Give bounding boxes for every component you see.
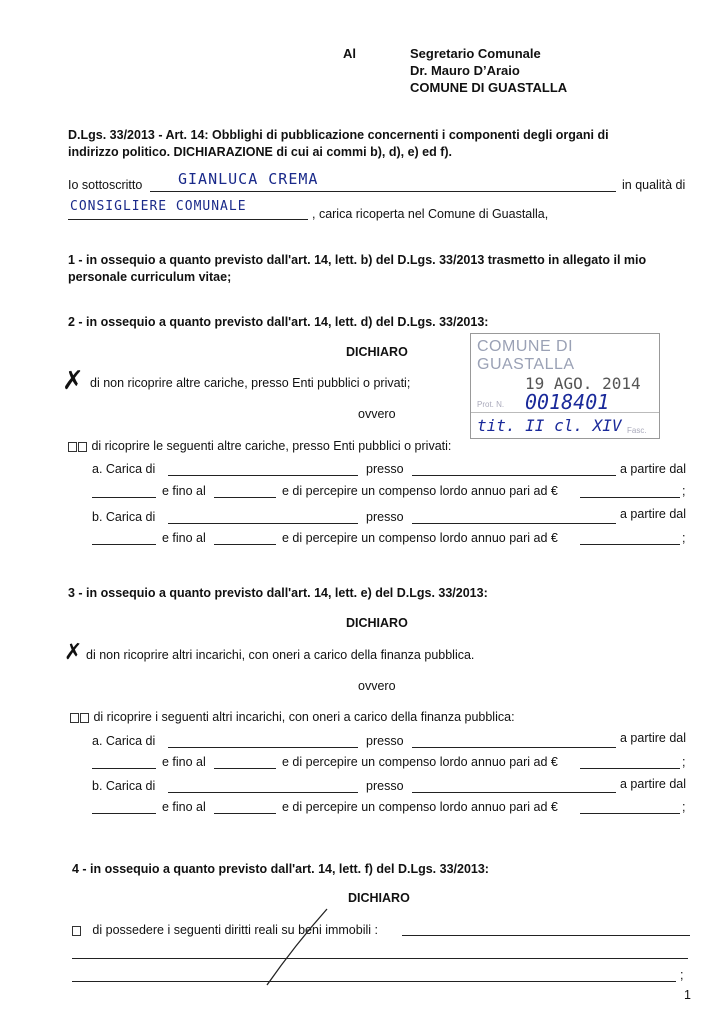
name-line	[150, 191, 616, 192]
s3-row-b-dal-line	[92, 813, 156, 814]
section-4-line-2	[72, 958, 688, 959]
stamp-fasc-label: Fasc.	[627, 426, 647, 435]
s3-row-b-compenso-line	[580, 813, 680, 814]
s2-row-b-presso: presso	[366, 510, 404, 524]
section-1-line-2: personale curriculum vitae;	[68, 270, 232, 284]
s3-row-b-compenso: e di percepire un compenso lordo annuo pari ad €	[282, 800, 558, 814]
s3-row-a-label: a. Carica di	[92, 734, 156, 748]
section-2-heading: 2 - in ossequio a quanto previsto dall'art. 14, lett. d) del D.Lgs. 33/2013:	[68, 315, 489, 329]
stamp-classification-handwritten: tit. II cl. XIV	[477, 416, 622, 435]
section-2-dichiaro: DICHIARO	[346, 345, 408, 359]
section-2-ovvero: ovvero	[358, 407, 396, 421]
section-3-option-2	[70, 710, 515, 724]
s3-row-a-dal-line	[92, 768, 156, 769]
section-2-option-2-text: di ricoprire le seguenti altre cariche, presso Enti pubblici o privati:	[91, 439, 452, 453]
s3-row-a-compenso-line	[580, 768, 680, 769]
role-handwritten: CONSIGLIERE COMUNALE	[70, 199, 247, 214]
checkbox-icon	[70, 713, 79, 723]
section-4-line-1	[402, 935, 690, 936]
sottoscritto-label: Io sottoscritto	[68, 178, 143, 192]
checkbox-icon	[72, 926, 81, 936]
section-4-semicolon: ;	[680, 968, 684, 982]
s2-row-b-label: b. Carica di	[92, 510, 156, 524]
s2-row-b-compenso-line	[580, 544, 680, 545]
s2-row-a-carica-line	[168, 475, 358, 476]
intro-line-2: indirizzo politico. DICHIARAZIONE di cui ai commi b), d), e) ed f).	[68, 145, 453, 159]
s2-row-b-compenso: e di percepire un compenso lordo annuo pari ad €	[282, 531, 558, 545]
s2-row-a-partire: a partire dal	[620, 462, 687, 476]
s3-row-b-end: ;	[682, 800, 686, 814]
section-3-option-1: di non ricoprire altri incarichi, con oneri a carico della finanza pubblica.	[86, 648, 475, 662]
in-qualita-label: in qualità di	[622, 178, 686, 192]
s2-row-b-presso-line	[412, 523, 616, 524]
checkbox-icon	[80, 713, 89, 723]
s3-row-b-fino: e fino al	[162, 800, 206, 814]
s3-row-b-presso: presso	[366, 779, 404, 793]
section-3-option-2-text: di ricoprire i seguenti altri incarichi, con oneri a carico della finanza pubblica:	[93, 710, 515, 724]
stamp-number-handwritten: 0018401	[525, 390, 610, 414]
s3-row-b-label: b. Carica di	[92, 779, 156, 793]
s3-row-b-fino-line	[214, 813, 276, 814]
s3-row-a-presso-line	[412, 747, 616, 748]
section-4-dichiaro: DICHIARO	[348, 891, 410, 905]
stamp-title: COMUNE DI GUASTALLA	[477, 338, 575, 373]
section-1-line-1: 1 - in ossequio a quanto previsto dall'art. 14, lett. b) del D.Lgs. 33/2013 trasmetto in allegato il mio	[68, 253, 647, 267]
s3-row-b-partire: a partire dal	[620, 777, 687, 791]
s2-row-a-compenso-line	[580, 497, 680, 498]
s3-row-a-fino: e fino al	[162, 755, 206, 769]
page-number: 1	[684, 988, 691, 1002]
section-3-dichiaro: DICHIARO	[346, 616, 408, 630]
s2-row-a-end: ;	[682, 484, 686, 498]
s2-row-b-dal-line	[92, 544, 156, 545]
section-3-heading: 3 - in ossequio a quanto previsto dall'art. 14, lett. e) del D.Lgs. 33/2013:	[68, 586, 488, 600]
section-4-heading: 4 - in ossequio a quanto previsto dall'art. 14, lett. f) del D.Lgs. 33/2013:	[72, 862, 489, 876]
s2-row-a-presso-line	[412, 475, 616, 476]
role-line	[68, 219, 308, 220]
protocol-stamp	[470, 333, 660, 439]
section-2-option-2	[68, 439, 451, 453]
section-3-checkmark-icon: ✗	[64, 640, 83, 665]
s3-row-a-compenso: e di percepire un compenso lordo annuo pari ad €	[282, 755, 558, 769]
s2-row-b-end: ;	[682, 531, 686, 545]
s3-row-b-presso-line	[412, 792, 616, 793]
s2-row-a-compenso: e di percepire un compenso lordo annuo pari ad €	[282, 484, 558, 498]
intro-line-1: D.Lgs. 33/2013 - Art. 14: Obblighi di pubblicazione concernenti i componenti degli organi di	[68, 128, 609, 142]
section-3-ovvero: ovvero	[358, 679, 396, 693]
s3-row-a-fino-line	[214, 768, 276, 769]
strike-through-line	[255, 905, 335, 990]
section-4-line-3	[72, 981, 676, 982]
checkbox-icon	[78, 442, 87, 452]
addressee-line-3: COMUNE DI GUASTALLA	[410, 80, 568, 95]
s3-row-b-carica-line	[168, 792, 358, 793]
stamp-divider	[471, 412, 659, 413]
s2-row-a-fino: e fino al	[162, 484, 206, 498]
carica-text: , carica ricoperta nel Comune di Guastalla,	[312, 207, 549, 221]
name-handwritten: GIANLUCA CREMA	[178, 170, 319, 188]
stamp-prot-label: Prot. N.	[477, 400, 505, 409]
s3-row-a-presso: presso	[366, 734, 404, 748]
addressee-line-2: Dr. Mauro D’Araio	[410, 63, 520, 78]
checkbox-icon	[68, 442, 77, 452]
s2-row-b-fino-line	[214, 544, 276, 545]
s2-row-a-label: a. Carica di	[92, 462, 156, 476]
addressee-prefix: Al	[343, 46, 356, 61]
s3-row-a-carica-line	[168, 747, 358, 748]
s2-row-a-dal-line	[92, 497, 156, 498]
s3-row-a-end: ;	[682, 755, 686, 769]
s2-row-b-carica-line	[168, 523, 358, 524]
section-4-option-1-text: di possedere i seguenti diritti reali su beni immobili :	[92, 923, 378, 937]
s2-row-a-presso: presso	[366, 462, 404, 476]
s2-row-a-fino-line	[214, 497, 276, 498]
stamp-date: 19 AGO. 2014	[525, 374, 641, 393]
section-2-checkmark-icon: ✗	[62, 366, 84, 396]
s2-row-b-partire: a partire dal	[620, 507, 687, 521]
s3-row-a-partire: a partire dal	[620, 731, 687, 745]
s2-row-b-fino: e fino al	[162, 531, 206, 545]
section-2-option-1: di non ricoprire altre cariche, presso Enti pubblici o privati;	[90, 376, 411, 390]
addressee-line-1: Segretario Comunale	[410, 46, 541, 61]
